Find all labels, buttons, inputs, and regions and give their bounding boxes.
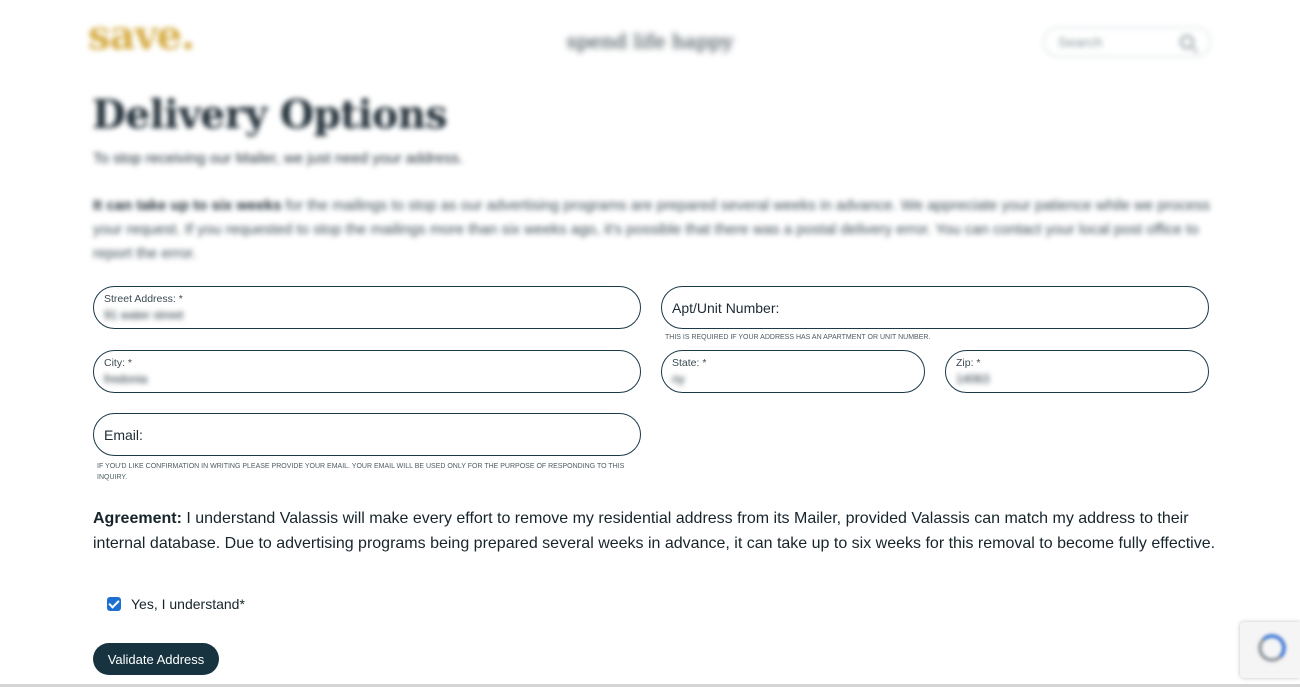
search-input[interactable] xyxy=(1043,27,1211,57)
recaptcha-badge[interactable] xyxy=(1240,622,1300,678)
apt-unit-label: Apt/Unit Number: xyxy=(672,300,780,316)
apt-unit-helper: THIS IS REQUIRED IF YOUR ADDRESS HAS AN APARTMENT OR UNIT NUMBER. xyxy=(665,334,931,341)
search-icon[interactable] xyxy=(1180,35,1194,49)
email-helper: IF YOU'D LIKE CONFIRMATION IN WRITING PLEASE PROVIDE YOUR EMAIL. YOUR EMAIL WILL BE USED ONLY FOR THE PURPOSE OF RESPONDING TO THIS INQUIRY. xyxy=(97,463,625,481)
intro-bold: It can take up to six weeks xyxy=(93,197,282,214)
site-tagline: spend life happy xyxy=(566,29,734,53)
apt-unit-field[interactable] xyxy=(661,286,1209,329)
agreement-label: Agreement: xyxy=(93,510,182,527)
street-address-field[interactable] xyxy=(93,286,641,329)
city-label: City: * xyxy=(104,357,133,369)
street-address-label: Street Address: * xyxy=(104,293,183,305)
site-logo[interactable]: save. xyxy=(88,12,195,59)
city-value: fredonia xyxy=(104,372,148,386)
agreement-body: I understand Valassis will make every effort to remove my residential address from its Mailer, provided Valassis can match my address to their internal database. Due to advertising programs being prepared several weeks in advance, it can take up to six weeks for this removal to become fully effective. xyxy=(93,510,1216,552)
city-field[interactable] xyxy=(93,350,641,393)
intro-paragraph xyxy=(93,194,1213,266)
zip-label: Zip: * xyxy=(956,357,981,369)
understand-checkbox-label[interactable]: Yes, I understand* xyxy=(131,596,245,612)
page-title: Delivery Options xyxy=(92,92,447,138)
state-field[interactable] xyxy=(661,350,925,393)
state-label: State: * xyxy=(672,357,707,369)
search-placeholder: Search xyxy=(1058,34,1103,50)
validate-address-button[interactable]: Validate Address xyxy=(93,643,219,675)
street-address-value: 91 water street xyxy=(104,308,184,322)
state-value: ny xyxy=(672,372,685,386)
email-label: Email: xyxy=(104,427,143,443)
agreement-text xyxy=(93,507,1223,556)
recaptcha-icon xyxy=(1258,634,1286,662)
zip-value: 14063 xyxy=(956,372,990,386)
understand-checkbox-row[interactable] xyxy=(107,596,245,612)
page-subtitle: To stop receiving our Mailer, we just need your address. xyxy=(93,150,464,167)
zip-field[interactable] xyxy=(945,350,1209,393)
understand-checkbox[interactable] xyxy=(107,597,121,611)
intro-text: for the mailings to stop as our advertising programs are prepared several weeks in advance. We appreciate your patience while we process your request. If you requested to stop the mailings more than six weeks ago, it's possible that there was a postal delivery error. You can contact your local post office to report the error. xyxy=(93,197,1210,262)
email-field[interactable] xyxy=(93,413,641,456)
